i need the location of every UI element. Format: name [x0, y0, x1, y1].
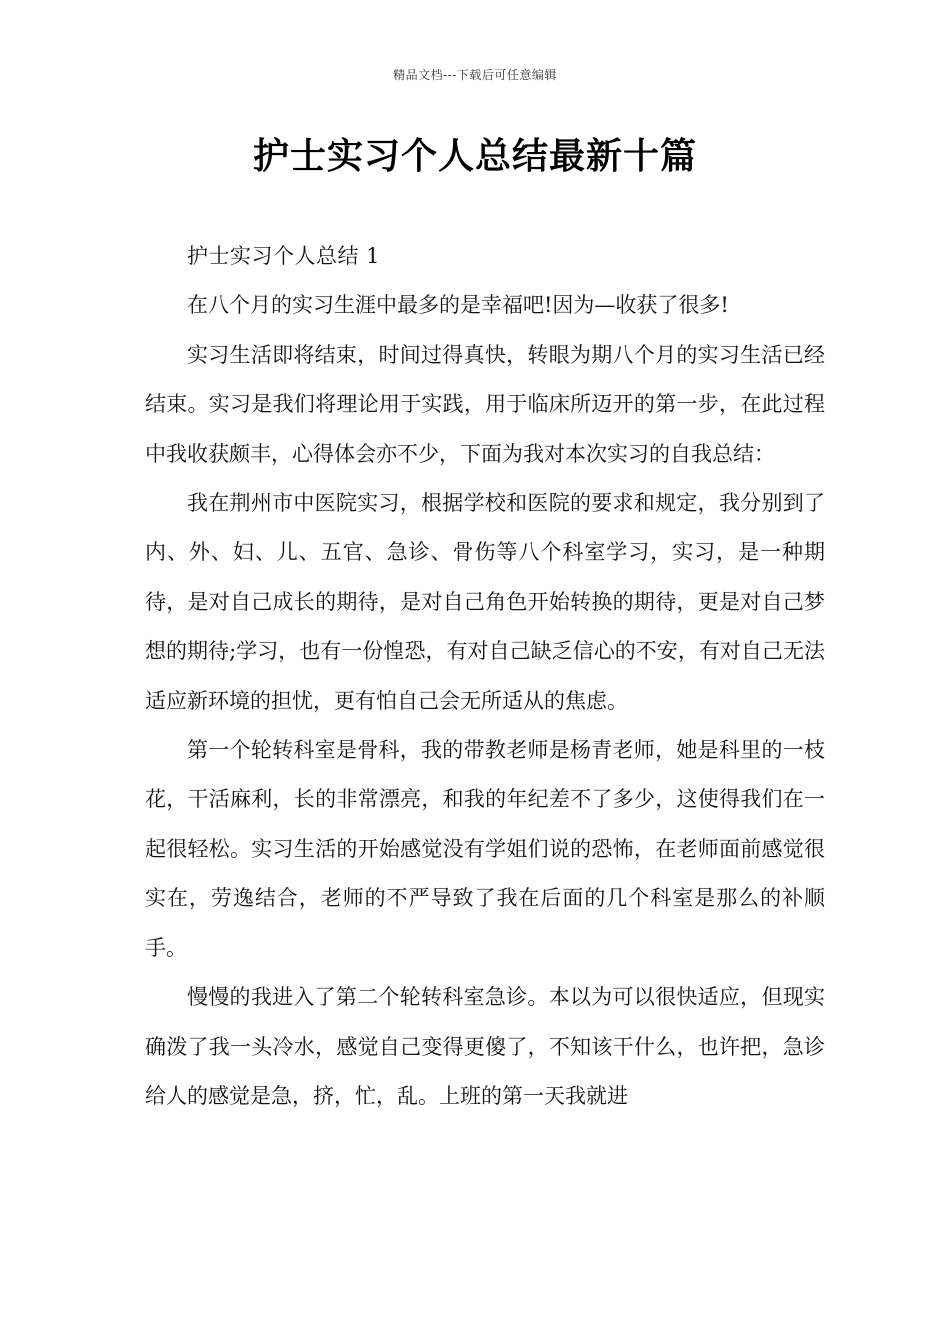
paragraph: 在八个月的实习生涯中最多的是幸福吧!因为—收获了很多!	[187, 293, 729, 318]
paragraph: 第一个轮转科室是骨科，我的带教老师是杨青老师，她是科里的一枝花，干活麻利，长的非常漂亮，和我的年纪差不了多少，这使得我们在一起很轻松。实习生活的开始感觉没有学姐们说的恐怖，在老师面前感觉很实在，劳逸结合，老师的不严导致了我在后面的几个科室是那么的补顺手。	[145, 738, 825, 960]
paragraph: 慢慢的我进入了第二个轮转科室急诊。本以为可以很快适应，但现实确泼了我一头冷水，感觉自己变得更傻了，不知该干什么，也许把，急诊给人的感觉是急，挤，忙，乱。上班的第一天我就进	[145, 985, 825, 1108]
section-heading: 护士实习个人总结 1	[187, 244, 381, 268]
document-body	[145, 232, 825, 1121]
document-title: 护士实习个人总结最新十篇	[252, 135, 697, 177]
paragraph: 实习生活即将结束，时间过得真快，转眼为期八个月的实习生活已经结束。实习是我们将理论用于实践，用于临床所迈开的第一步，在此过程中我收获颇丰，心得体会亦不少，下面为我对本次实习的自我总结：	[145, 342, 825, 466]
paragraph: 我在荆州市中医院实习，根据学校和医院的要求和规定，我分别到了内、外、妇、儿、五官、急诊、骨伤等八个科室学习，实习，是一种期待，是对自己成长的期待，是对自己角色开始转换的期待，更是对自己梦想的期待;学习，也有一份惶恐，有对自己缺乏信心的不安，有对自己无法适应新环境的担忧，更有怕自己会无所适从的焦虑。	[145, 491, 825, 713]
header-note: 精品文档---下载后可任意编辑	[393, 68, 557, 82]
